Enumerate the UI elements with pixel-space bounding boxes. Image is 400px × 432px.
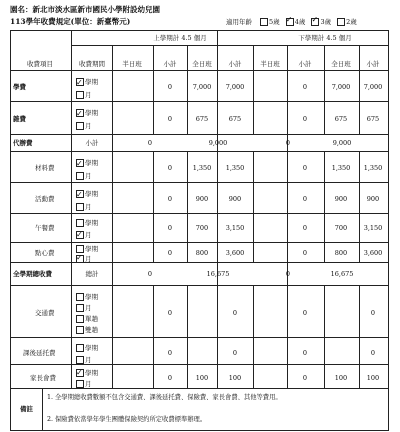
parents-fee-period — [76, 368, 98, 390]
period-month-option[interactable]: 月 — [76, 89, 98, 102]
misc-period — [76, 107, 98, 133]
parents-s1-full: 100 — [195, 374, 209, 382]
snack-period — [76, 244, 98, 264]
period-month-option[interactable]: 月 — [76, 120, 98, 133]
material-label: 材料費 — [35, 164, 55, 172]
snack-s2-subtotal: 0 — [302, 249, 308, 257]
agency-s1-full: 9,000 — [208, 139, 228, 147]
period-month-option[interactable]: ✓月 — [76, 254, 98, 264]
s2-subtotal2-header: 小計 — [366, 60, 380, 68]
snack-label: 點心費 — [35, 249, 55, 257]
total-s2-full: 16,675 — [330, 270, 354, 278]
activity-s2-subtotal: 0 — [302, 195, 308, 203]
tuition-s1-full: 7,000 — [192, 83, 212, 91]
lunch-s2-subtotal: 0 — [302, 224, 308, 232]
parents-fee-label: 家長會費 — [30, 374, 56, 382]
period-semester-option[interactable]: 學期 — [76, 292, 98, 303]
s2-full-header: 全日班 — [331, 60, 351, 68]
snack-s2-full: 800 — [334, 249, 348, 257]
period-month-option[interactable]: 月 — [76, 379, 98, 390]
checkbox-icon — [76, 245, 84, 253]
agency-s2-full: 9,000 — [332, 139, 352, 147]
total-label: 全學期總收費 — [13, 270, 52, 278]
checkbox-checked-icon — [76, 255, 84, 263]
checkbox-icon — [76, 380, 84, 388]
activity-period — [76, 188, 98, 214]
misc-s2-full: 675 — [334, 115, 348, 123]
checkbox-icon — [76, 293, 84, 301]
period-month-option[interactable]: ✓月 — [76, 229, 98, 241]
s1-subtotal-header: 小計 — [163, 60, 177, 68]
s1-full-header: 全日班 — [192, 60, 212, 68]
material-s2-total: 1,350 — [363, 164, 383, 172]
material-s1-total: 1,350 — [225, 164, 245, 172]
total-s1-full: 16,675 — [206, 270, 230, 278]
misc-s1-full: 675 — [195, 115, 209, 123]
transport-s1-total: 0 — [232, 309, 238, 317]
lunch-s2-total: 3,150 — [363, 224, 383, 232]
activity-s2-full: 900 — [334, 195, 348, 203]
after-school-s2-subtotal: 0 — [302, 349, 308, 357]
parents-s1-subtotal: 0 — [167, 374, 173, 382]
snack-s2-total: 3,600 — [363, 249, 383, 257]
transport-label: 交通費 — [35, 309, 55, 317]
checkbox-icon — [76, 122, 84, 130]
item-header: 收費項目 — [27, 60, 53, 68]
period-semester-option[interactable]: ✓學期 — [76, 188, 98, 201]
material-s2-full: 1,350 — [331, 164, 351, 172]
material-s2-subtotal: 0 — [302, 164, 308, 172]
checkbox-icon — [76, 315, 84, 323]
material-period — [76, 157, 98, 183]
tuition-s2-subtotal: 0 — [302, 83, 308, 91]
total-s1-half: 0 — [147, 270, 153, 278]
semester2-header: 下學期計 4.5 個月 — [298, 34, 352, 42]
checkbox-icon — [337, 18, 345, 26]
period-month-option[interactable]: 月 — [76, 303, 98, 314]
agency-label: 代辦費 — [13, 139, 33, 147]
misc-s2-total: 675 — [366, 115, 380, 123]
material-s1-full: 1,350 — [192, 164, 212, 172]
period-semester-option[interactable]: ✓學期 — [76, 157, 98, 170]
checkbox-icon — [76, 304, 84, 312]
period-month-option[interactable]: 月 — [76, 201, 98, 214]
after-school-period — [76, 342, 98, 366]
age-label: 適用年齡 — [226, 18, 252, 26]
period-month-option[interactable]: 月 — [76, 354, 98, 366]
transport-s2-subtotal: 0 — [302, 309, 308, 317]
activity-s1-total: 900 — [228, 195, 242, 203]
tuition-s2-total: 7,000 — [363, 83, 383, 91]
checkbox-icon — [76, 172, 84, 180]
parents-s1-total: 100 — [228, 374, 242, 382]
snack-s1-subtotal: 0 — [167, 249, 173, 257]
snack-s1-total: 3,600 — [225, 249, 245, 257]
tuition-s2-full: 7,000 — [331, 83, 351, 91]
note-2: 2. 保險費依當學年學生團體保險契約所定收費標準辦理。 — [47, 416, 207, 423]
checkbox-checked-icon — [311, 18, 319, 26]
lunch-s2-full: 700 — [334, 224, 348, 232]
s1-half-header: 半日班 — [122, 60, 142, 68]
period-semester-option[interactable]: 學期 — [76, 217, 98, 229]
period-semester-option[interactable]: 學期 — [76, 244, 98, 254]
transport-s2-total: 0 — [370, 309, 376, 317]
period-semester-option[interactable]: 學期 — [76, 342, 98, 354]
misc-s2-subtotal: 0 — [302, 115, 308, 123]
lunch-s1-subtotal: 0 — [167, 224, 173, 232]
checkbox-checked-icon — [76, 78, 84, 86]
period-semester-option[interactable]: ✓學期 — [76, 107, 98, 120]
snack-s1-full: 800 — [195, 249, 209, 257]
checkbox-icon — [76, 356, 84, 364]
checkbox-icon — [76, 203, 84, 211]
age-2-option[interactable]: 2歲 — [337, 18, 357, 26]
checkbox-icon — [76, 326, 84, 334]
tuition-label: 學費 — [13, 83, 26, 91]
agency-s2-half: 0 — [285, 139, 291, 147]
after-school-label: 課後延托費 — [23, 349, 56, 357]
transport-s1-subtotal: 0 — [167, 309, 173, 317]
after-school-s1-total: 0 — [232, 349, 238, 357]
period-header: 收費期間 — [79, 60, 105, 68]
total-s2-half: 0 — [285, 270, 291, 278]
activity-s1-full: 900 — [195, 195, 209, 203]
age-5-option[interactable]: 5歲 — [260, 18, 280, 26]
lunch-s1-total: 3,150 — [225, 224, 245, 232]
lunch-label: 午餐費 — [35, 224, 55, 232]
misc-s1-subtotal: 0 — [167, 115, 173, 123]
tuition-s1-subtotal: 0 — [167, 83, 173, 91]
parents-s2-full: 100 — [334, 374, 348, 382]
checkbox-checked-icon — [76, 369, 84, 377]
checkbox-icon — [260, 18, 268, 26]
checkbox-checked-icon — [76, 190, 84, 198]
checkbox-icon — [76, 344, 84, 352]
period-semester-option[interactable]: ✓學期 — [76, 76, 98, 89]
age-options — [260, 18, 357, 26]
after-school-s2-total: 0 — [370, 349, 376, 357]
notes-label: 備註 — [20, 405, 33, 413]
agency-s1-half: 0 — [147, 139, 153, 147]
activity-s2-total: 900 — [366, 195, 380, 203]
checkbox-checked-icon — [76, 109, 84, 117]
activity-label: 活動費 — [35, 195, 55, 203]
after-school-s1-subtotal: 0 — [167, 349, 173, 357]
school-name: 園名：新北市淡水區新市國民小學附設幼兒園 — [10, 5, 160, 14]
checkbox-checked-icon — [76, 231, 84, 239]
note-1: 1. 全學期總收費數額不包含交通費、課後延托費、保險費、家長會費、其他等費用。 — [47, 394, 282, 401]
checkbox-checked-icon — [286, 18, 294, 26]
period-oneway-option[interactable]: 單趟 — [76, 314, 98, 325]
period-semester-option[interactable]: ✓學期 — [76, 368, 98, 379]
parents-s2-subtotal: 0 — [302, 374, 308, 382]
age-4-option[interactable]: ✓ 4歲 — [286, 18, 306, 26]
tuition-period — [76, 76, 98, 102]
misc-label: 雜費 — [13, 115, 26, 123]
checkbox-icon — [76, 91, 84, 99]
activity-s1-subtotal: 0 — [167, 195, 173, 203]
parents-s2-total: 100 — [366, 374, 380, 382]
lunch-period — [76, 217, 98, 241]
checkbox-icon — [76, 219, 84, 227]
s2-half-header: 半日班 — [260, 60, 280, 68]
s2-subtotal-header: 小計 — [298, 60, 312, 68]
material-s1-subtotal: 0 — [167, 164, 173, 172]
checkbox-checked-icon — [76, 159, 84, 167]
s1-subtotal2-header: 小計 — [228, 60, 242, 68]
lunch-s1-full: 700 — [195, 224, 209, 232]
semester1-header: 上學期計 4.5 個月 — [153, 34, 207, 42]
transport-period — [76, 292, 98, 336]
agency-subtotal-label: 小計 — [85, 139, 99, 147]
tuition-s1-total: 7,000 — [225, 83, 245, 91]
total-sum-label: 總計 — [85, 270, 99, 278]
period-roundtrip-option[interactable]: 雙趟 — [76, 325, 98, 336]
misc-s1-total: 675 — [228, 115, 242, 123]
fee-title: 113學年收費規定(單位：新臺幣元) — [10, 17, 131, 26]
period-month-option[interactable]: 月 — [76, 170, 98, 183]
age-3-option[interactable]: ✓ 3歲 — [311, 18, 331, 26]
